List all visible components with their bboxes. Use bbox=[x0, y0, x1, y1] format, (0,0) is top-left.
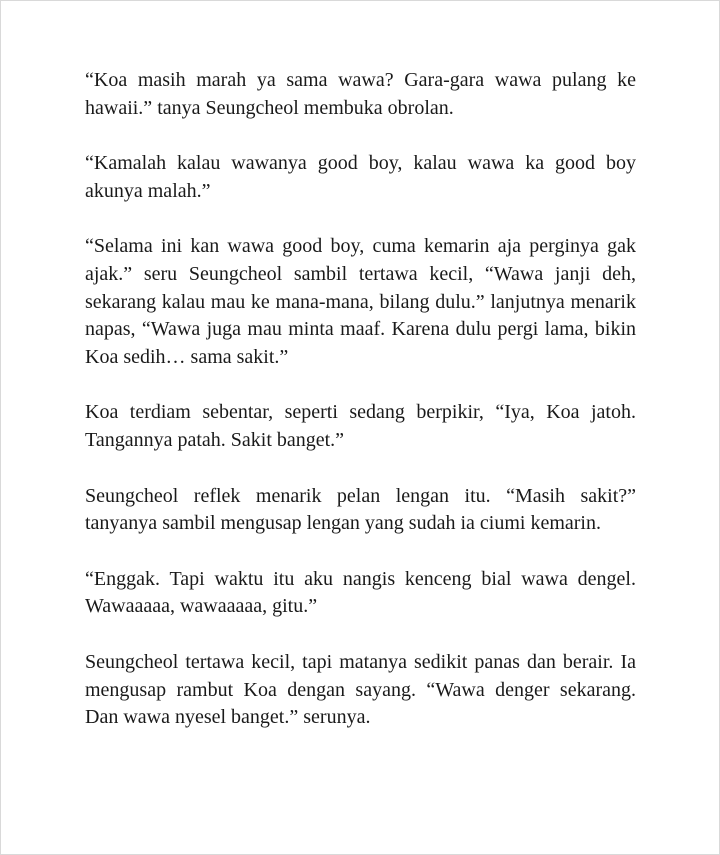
paragraph-3: “Selama ini kan wawa good boy, cuma kemarin aja perginya gak ajak.” seru Seungcheol sambil tertawa kecil, “Wawa janji deh, sekarang kalau mau ke mana-mana, bilang dulu.” lanjutnya menarik napas, “Wawa juga mau minta maaf. Karena dulu pergi lama, bikin Koa sedih… sama sakit.” bbox=[85, 235, 636, 368]
paragraph-6: “Enggak. Tapi waktu itu aku nangis kenceng bial wawa dengel. Wawaaaaa, wawaaaaa, gitu.” bbox=[85, 567, 636, 618]
paragraph-2: “Kamalah kalau wawanya good boy, kalau wawa ka good boy akunya malah.” bbox=[85, 152, 636, 202]
paragraph-4: Koa terdiam sebentar, seperti sedang berpikir, “Iya, Koa jatoh. Tangannya patah. Sakit banget.” bbox=[85, 401, 636, 451]
paragraph-7: Seungcheol tertawa kecil, tapi matanya sedikit panas dan berair. Ia mengusap rambut Koa dengan sayang. “Wawa denger sekarang. Dan wawa nyesel banget.” serunya. bbox=[85, 650, 636, 729]
paragraph-5: Seungcheol reflek menarik pelan lengan itu. “Masih sakit?” tanyanya sambil mengusap lengan yang sudah ia ciumi kemarin. bbox=[85, 484, 636, 535]
paragraph-1: “Koa masih marah ya sama wawa? Gara-gara wawa pulang ke hawaii.” tanya Seungcheol membuka obrolan. bbox=[85, 69, 636, 119]
story-text bbox=[85, 67, 636, 760]
